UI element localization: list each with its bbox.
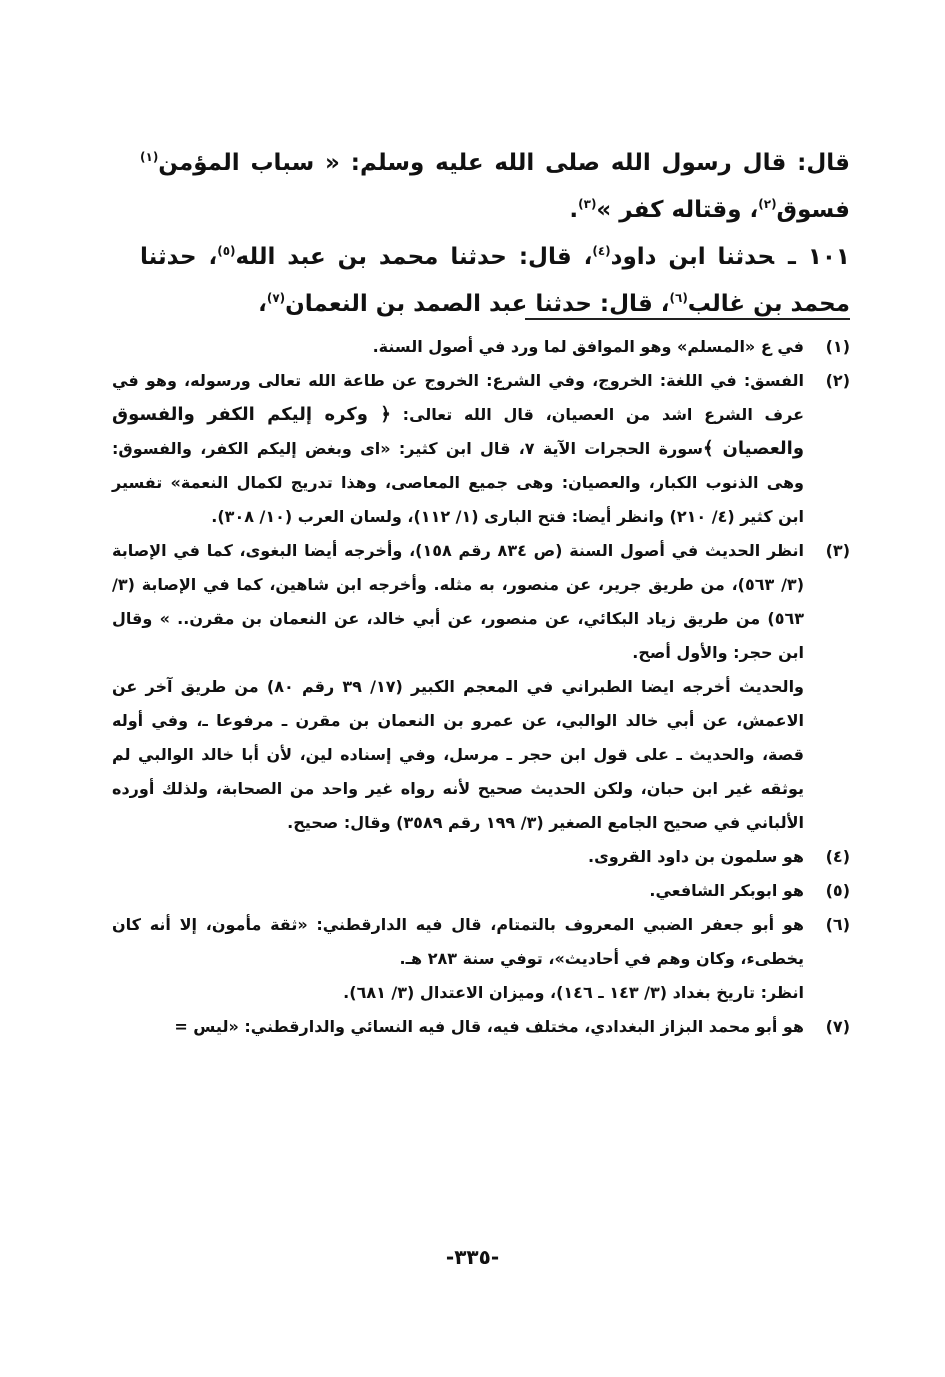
footnote-number: (٢) xyxy=(825,371,850,390)
footnote-ref-6: (٦) xyxy=(669,291,688,305)
footnote-text: هو ابوبكر الشافعي. xyxy=(649,881,804,900)
hadith-number: ١٠١ ـ xyxy=(788,244,850,270)
footnote-text: انظر الحديث في أصول السنة (ص ٨٣٤ رقم ١٥٨)، وأخرجه أيضا البغوى، كما في الإصابة (٣/ ٥٦٣)، من طريق جرير، عن منصور، به مثله. وأخرجه ابن شاهين، كما في الإصابة (٣/ ٥٦٣) من طريق زياد البكائي، عن منصور، عن أبي خالد، عن النعمان بن مقرن.. » وقال ابن حجر: والأول أصح. xyxy=(112,541,805,662)
footnotes xyxy=(112,330,850,1044)
footnote-ref-3: (٣) xyxy=(578,197,597,211)
main-paragraph-1: قال: قال رسول الله صلى الله عليه وسلم: « سباب المؤمن$^{(١)}$ فسوق$^{(٢)}$، وقتاله كفر »$^{(٣)}$. xyxy=(140,150,850,223)
footnote-7 xyxy=(112,1010,850,1044)
footnote-number: (١) xyxy=(825,337,850,356)
page-number: -٣٣٥- xyxy=(445,1245,500,1269)
footnote-ref-2: (٢) xyxy=(758,197,777,211)
footnote-number: (٦) xyxy=(825,915,850,934)
footnote-5 xyxy=(112,874,850,908)
footnote-ref-7: (٧) xyxy=(266,291,286,305)
footnote-text: هو سلمون بن داود القروى. xyxy=(588,847,804,866)
footnote-number: (٥) xyxy=(825,881,850,900)
main-text xyxy=(140,140,850,328)
footnote-3 xyxy=(112,534,850,840)
footnote-number: (٣) xyxy=(825,541,850,560)
footnote-ref-4: (٤) xyxy=(592,244,611,258)
footnote-4 xyxy=(112,840,850,874)
footnote-separator xyxy=(525,318,850,320)
footnote-text: هو أبو جعفر الضبي المعروف بالتمتام، قال فيه الدارقطني: «ثقة مأمون، إلا أنه كان يخطىء، وكان وهم في أحاديث»، توفي سنة ٢٨٣ هـ. xyxy=(112,915,804,968)
footnote-ref-5: (٥) xyxy=(217,244,236,258)
footnote-number: (٧) xyxy=(825,1017,850,1036)
footnote-text: انظر: تاريخ بغداد (٣/ ١٤٣ ـ ١٤٦)، وميزان الاعتدال (٣/ ٦٨١). xyxy=(343,983,804,1002)
main-paragraph-2: ١٠١ ـحدثنا ابن داود$^{(٤)}$، قال: حدثنا محمد بن عبد الله$^{(٥)}$، حدثنا محمد بن غالب$^{(٦)}$، قال: حدثنا عبد الصمد بن النعمان$^{(٧)}$، xyxy=(140,244,850,317)
footnote-6 xyxy=(112,908,850,1010)
footnote-2 xyxy=(112,364,850,534)
footnote-text: هو أبو محمد البزاز البغدادي، مختلف فيه، قال فيه النسائي والدارقطني: «ليس = xyxy=(174,1017,804,1036)
footnote-text: الفسق: في اللغة: الخروج، وفي الشرع: الخروج عن طاعة الله تعالى ورسوله، وهو في عرف الشرع اشد من العصيان، قال الله تعالى: ﴿ وكره إليكم الكفر والفسوق والعصيان ﴾سورة الحجرات الآية ٧، قال ابن كثير: «اى وبغض إليكم الكفر، والفسوق: وهى الذنوب الكبار، والعصيان: وهى جميع المعاصى، وهذا تدريج لكمال النعمة» تفسير ابن كثير (٤/ ٢١٠) وانظر أيضا: فتح البارى (١/ ١١٢)، ولسان العرب (١٠/ ٣٠٨). xyxy=(112,371,805,526)
footnote-1 xyxy=(112,330,850,364)
footnote-text: في ع «المسلم» وهو الموافق لما ورد في أصول السنة. xyxy=(372,337,804,356)
footnote-ref-1: (١) xyxy=(140,150,159,164)
footnote-text: والحديث أخرجه ايضا الطبراني في المعجم الكبير (١٧/ ٣٩ رقم ٨٠) من طريق آخر عن الاعمش، عن أبي خالد الوالبي، عن عمرو بن النعمان بن مقرن ـ مرفوعا ـ، وفي أوله قصة، والحديث ـ على قول ابن حجر ـ مرسل، وفي إسناده لين، لأن أبا خالد الوالبي لم يوثقه غير ابن حبان، ولكن الحديث صحيح لأنه رواه غير واحد من الصحابة، ولذلك أورده الألباني في صحيح الجامع الصغير (٣/ ١٩٩ رقم ٣٥٨٩) وقال: صحيح. xyxy=(112,677,804,832)
quran-quote: ﴿ وكره إليكم الكفر والفسوق والعصيان ﴾ xyxy=(112,404,805,459)
footnote-number: (٤) xyxy=(825,847,850,866)
